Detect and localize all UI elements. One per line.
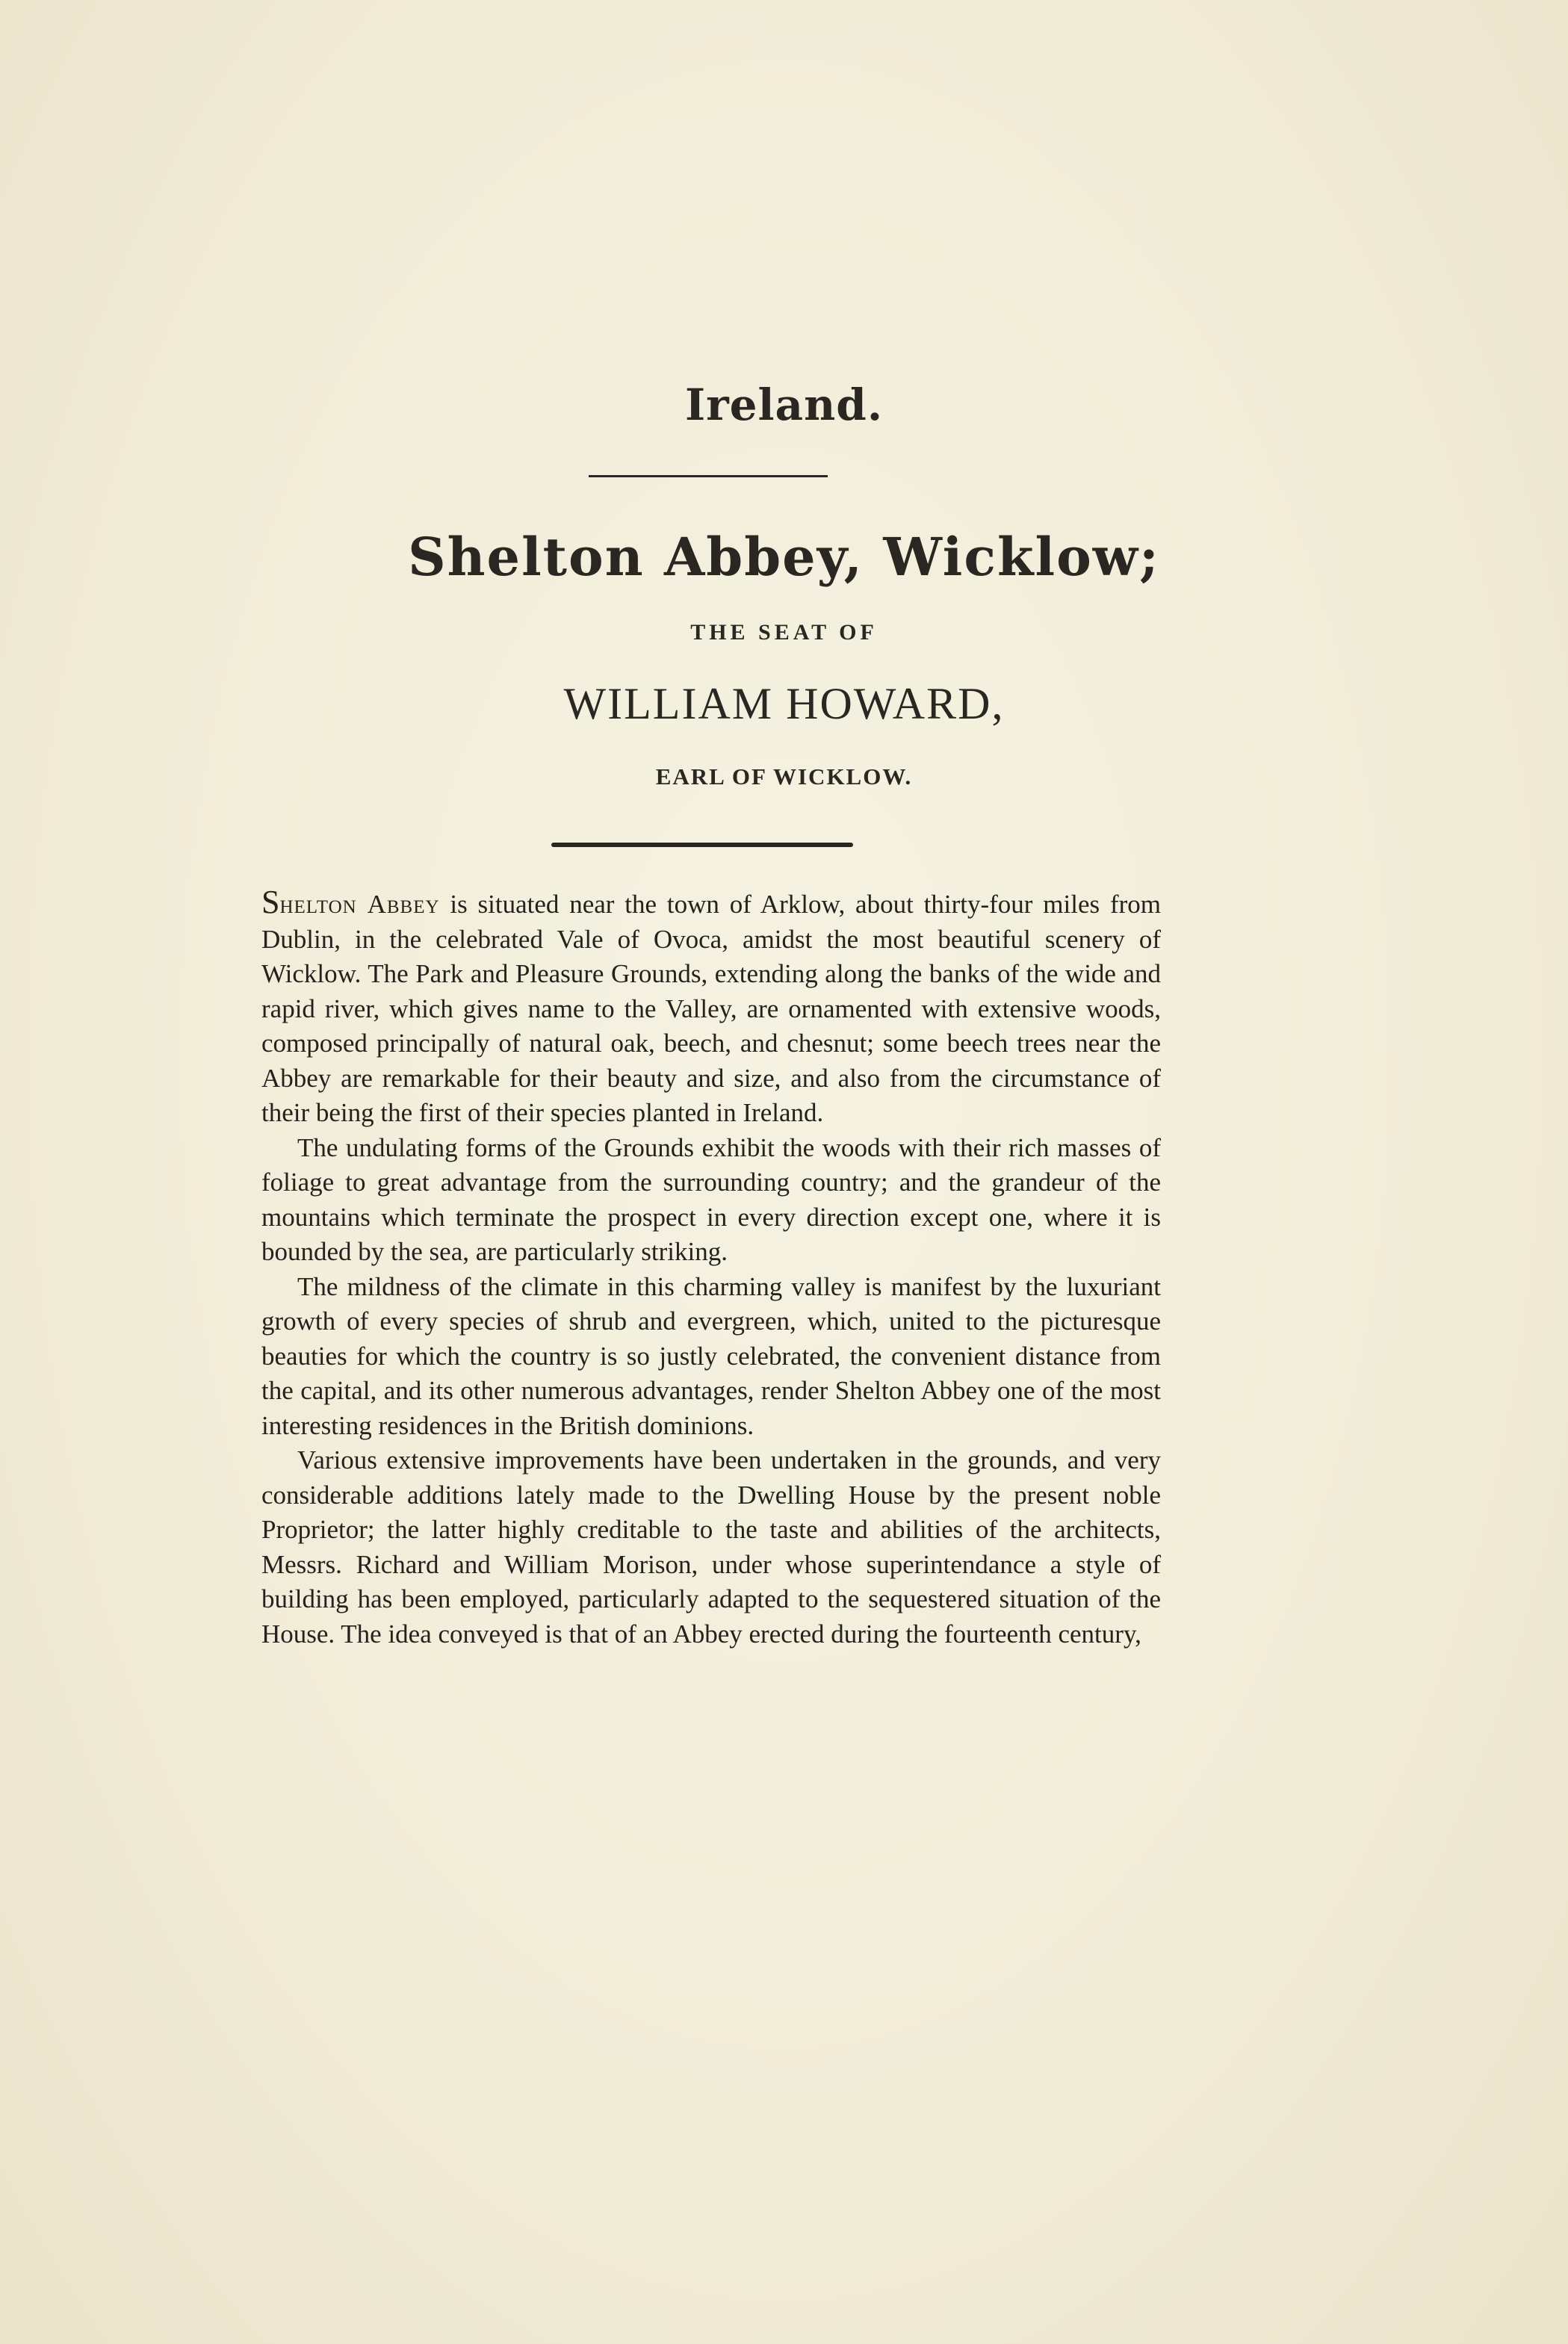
- paragraph-4: Various extensive improvements have been undertaken in the grounds, and very considerable additions lately made to the Dwelling House by the present noble Proprietor; the latter highly creditable to the taste and abilities of the architects, Messrs. Richard and William Morison, under whose superintendance a style of building has been employed, particularly adapted to the sequestered situation of the House. The idea conveyed is that of an Abbey erected during the fourteenth century,: [261, 1445, 1161, 1649]
- owner-title: EARL OF WICKLOW.: [655, 763, 913, 790]
- lead-smallcaps: helton: [279, 890, 357, 919]
- owner-name: WILLIAM HOWARD,: [563, 679, 1005, 728]
- lead-capital: S: [261, 884, 280, 920]
- paragraph-3: The mildness of the climate in this charming valley is manifest by the luxuriant growth of every species of shrub and evergreen, which, united to the picturesque beauties for which the country is so justly celebrated, the convenient distance from the capital, and its other numerous advantages, render Shelton Abbey one of the most interesting residences in the British dominions.: [261, 1271, 1161, 1440]
- body-text: [261, 885, 1161, 1652]
- divider-rule: [589, 475, 828, 477]
- page-title: Shelton Abbey, Wicklow;: [408, 526, 1160, 588]
- paragraph-1-text: is situated near the town of Arklow, about thirty-four miles from Dublin, in the celebrated Vale of Ovoca, amidst the most beautiful scenery of Wicklow. The Park and Pleasure Grounds, extending along the banks of the wide and rapid river, which gives name to the Valley, are ornamented with extensive woods, composed principally of natural oak, beech, and chesnut; some beech trees near the Abbey are remarkable for their beauty and size, and also from the circumstance of their being the first of their species planted in Ireland.: [261, 890, 1161, 1127]
- seat-of-label: THE SEAT OF: [690, 620, 878, 645]
- paragraph-1: [261, 885, 1161, 1131]
- thick-divider-rule: [551, 843, 853, 847]
- country-heading: Ireland.: [684, 379, 884, 430]
- lead-smallcaps-2: Abbey: [367, 890, 440, 919]
- paragraph-2: The undulating forms of the Grounds exhibit the woods with their rich masses of foliage to great advantage from the surrounding country; and the grandeur of the mountains which terminate the prospect in every direction except one, where it is bounded by the sea, are particularly striking.: [261, 1132, 1161, 1266]
